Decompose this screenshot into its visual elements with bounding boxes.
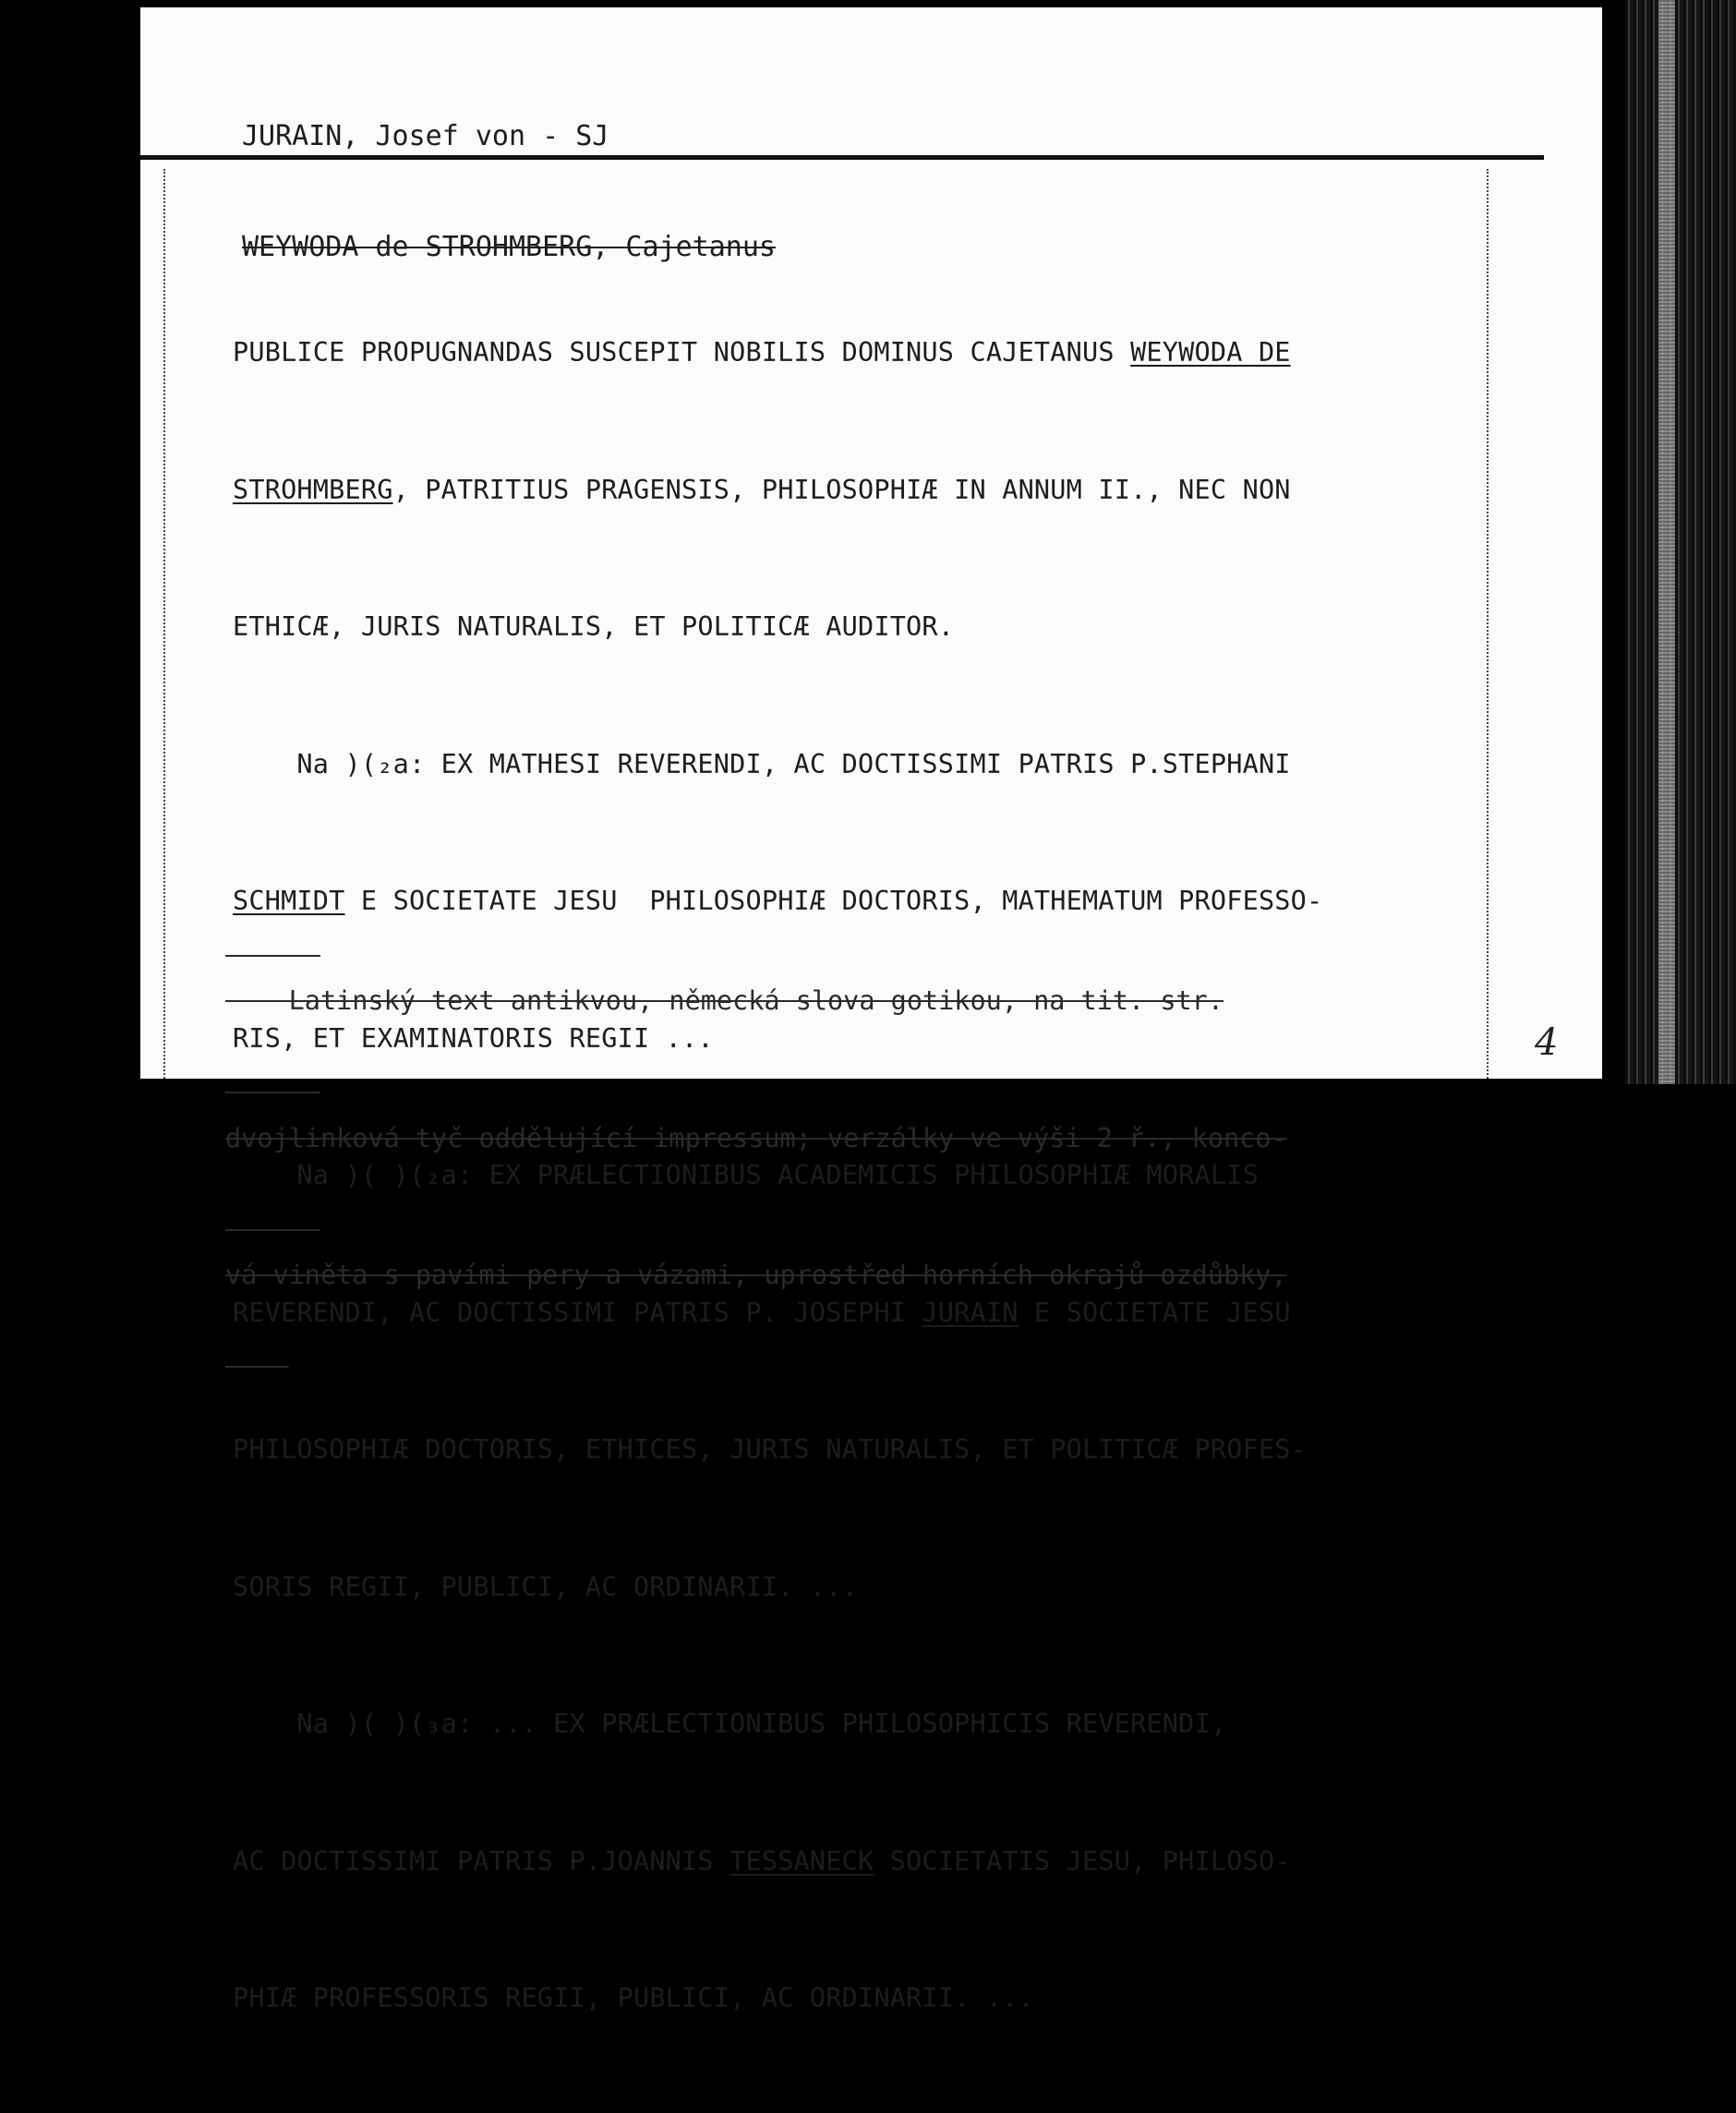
text-segment: , PATRITIUS PRAGENSIS, PHILOSOPHIÆ IN ANNUM II., NEC NON — [392, 474, 1291, 505]
scanner-edge-texture — [1658, 0, 1675, 1084]
card-heading-name: JURAIN, Josef von - SJ — [242, 120, 609, 152]
body-line: Na )( )(₃a: ... EX PRÆLECTIONIBUS PHILOSOPHICIS REVERENDI, — [233, 1709, 1227, 1739]
right-dotted-margin — [1487, 169, 1489, 1079]
body-line — [233, 467, 1322, 513]
body-line — [233, 1839, 1322, 1885]
crossed-out-notes — [225, 887, 1287, 1390]
catalog-card — [140, 7, 1602, 2013]
note-line: vá viněta s pavími pery a vázami, uprostřed horních okrajů ozdůbky, — [225, 1260, 1287, 1290]
body-line: PHILOSOPHIÆ DOCTORIS, ETHICES, JURIS NATURALIS, ET POLITICÆ PROFES- — [233, 1434, 1308, 1465]
text-segment: PUBLICE PROPUGNANDAS SUSCEPIT NOBILIS DOMINUS CAJETANUS — [233, 337, 1131, 368]
note-line: dvojlinková tyč oddělující impressum; verzálky ve výši 2 ř., konco- — [225, 1122, 1287, 1153]
body-line: ETHICÆ, JURIS NATURALIS, ET POLITICÆ AUDITOR. — [233, 611, 955, 642]
underlined-name: TESSANECK — [729, 1845, 874, 1877]
body-line: PHIÆ PROFESSORIS REGII, PUBLICI, AC ORDINARII. ... — [233, 1983, 1034, 2013]
header-divider — [140, 155, 1544, 160]
body-line — [233, 330, 1322, 376]
underlined-name: JURAIN — [922, 1297, 1019, 1328]
note-line: Latinský text antikvou, německá slova gotikou, na tit. str. — [225, 985, 1224, 1016]
body-line: Na )( )(₂a: EX PRÆLECTIONIBUS ACADEMICIS PHILOSOPHIÆ MORALIS — [233, 1160, 1259, 1190]
text-segment: AC DOCTISSIMI PATRIS P.JOANNIS — [233, 1845, 730, 1877]
body-line: RIS, ET EXAMINATORIS REGII ... — [233, 1022, 714, 1054]
underlined-name: WEYWODA DE — [1130, 337, 1291, 368]
text-segment: E SOCIETATE JESU PHILOSOPHIÆ DOCTORIS, MATHEMATUM PROFESSO- — [344, 886, 1323, 916]
scanner-edge-strip — [1625, 0, 1736, 1084]
page-number: 4 — [1535, 1021, 1559, 1064]
text-segment: SOCIETATIS JESU, PHILOSO- — [874, 1845, 1291, 1877]
body-line: Na )(₂a: EX MATHESI REVERENDI, AC DOCTISSIMI PATRIS P.STEPHANI — [233, 748, 1291, 779]
left-dotted-margin — [163, 169, 165, 1079]
body-line: SORIS REGII, PUBLICI, AC ORDINARII. ... — [233, 1571, 858, 1602]
crossed-out-heading: WEYWODA de STROHMBERG, Cajetanus — [242, 231, 776, 263]
text-segment: E SOCIETATE JESU — [1018, 1297, 1291, 1328]
underlined-name: SCHMIDT — [233, 886, 345, 916]
text-segment: REVERENDI, AC DOCTISSIMI PATRIS P. JOSEPHI — [233, 1297, 922, 1328]
underlined-name: STROHMBERG — [233, 474, 393, 505]
